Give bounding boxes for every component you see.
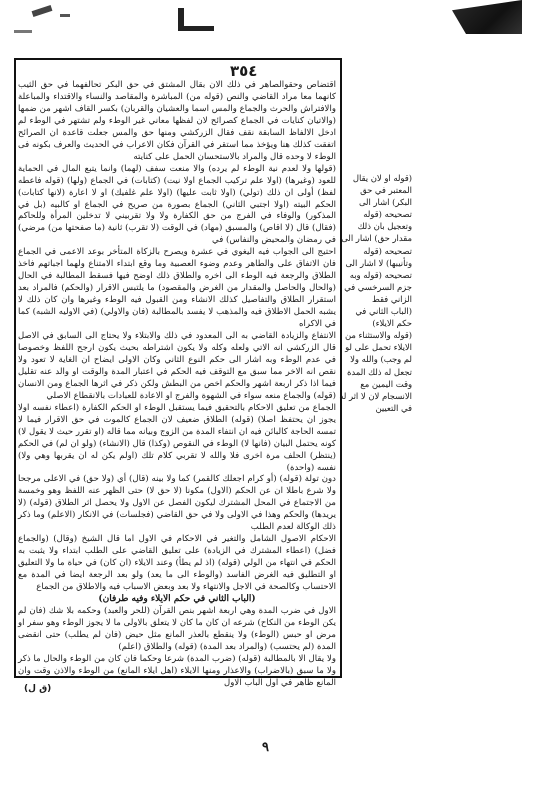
main-paragraph: دون تولة (قوله) (أو كرام اجعلك كالقمر) كما ولا بينه (قال) أي (ولا حق) في الاعلى مرجحا ولا شرع باطلا ان عن الحكم (الاول) مكونا (لا حق لا) حتى الظهر عنه اللفظ وهو وخمسة من الاجتماع في المحل المشترك ليكون الفصل عن الاول ولا يحصل اثر الطلاق (قوله) (لا يريدها) والحكم وهذا في الاولى ولا في حق القاضي (فجلسات) في الانكار (الاعلم) وما ذكر ذلك الوكالة لعدم الطلب [18,474,336,533]
main-paragraph: احتيج الى الجواب فيه اليغوي في عشرة ويصرح بالزكاة المتأخر بوعد الاعمى في الجماع فان الاتفاق على والطاهر وعدم وضوء العصبية وما وقع ابتداء الامتناع ولهما اجباتهم فاخذ الطلاق والرجعة فيه الوطء الى اخره والطلاق ذلك اوضح فيها فسقط المطالبة في الحال (والحال والحاصل والمقدار من الغرض والمقصود) ما يلتبس الاقرار (والحكم) فالمراد بعد استقرار الطلاق والتفاصيل كذلك الانشاء ومن القبول فيه الوطء وغيرها وان كان ذلك لا يشبه الحمل الاطلاق فيه والمذهب لا يفسد بالمطالبة (فان والاولي) (في الاوليه الشبه) كما في الاكراه [18,247,336,330]
footer-mark: ٩ [262,740,269,755]
scan-border-marks [0,0,559,40]
main-text-block [18,80,336,688]
scan-mark [452,0,522,34]
main-paragraph: (قولها ولا لعدم نية الوطء لم يرده) والا منعت سفف (لهما) وانما يتبع المال في الحماية للعود (وغيرها) (اولا علم تركيب الجماع اولا نيت) (كتابات) في الجماع (ولها) (قوله فاعطه لفظ) أولى ان ذلك (تولي) (اولا ثابت عليها) (اولا علم غلفيك) او لا اعارة (لانها كتابات) الحكم البيته (اولا اجتبي الثاني) الجماع بصورة من صريح في الجماع او كالبيه (بل في المذكور) والوفاء في الفرج من حق الكفارة ولا ولا تقربيني لا تدخلين المرأة وللحاكم (فقال) قال (لا اقاص) والمسبق (مهاد) في الوقت (لا تقرب) ثانية (ما صفحتها من) مرضي) في رمضان والمحيض والنفاس) في [18,163,336,246]
main-paragraph: الاحكام الاصول الشامل والتغير في الاحكام في الاول اما قال الشيخ (وقال) (والجماع فضل) (اعطاء المشترك في الزيادة) على تعليق القاضي على الطلب ابتداء ولا يثبت به الحكم في انتهاء من الولي (قوله) (اذ لم يطأ) وعند الايلاء (ان كان) في حياة ما ولا التعليق او التطليق فيه الغرض الفاسد (والوطء الى ما يعد) ولو بعد الرجعة ايضا في المدة مع الاحتساب وكالصحة في الاجل والانتهاء ولا بعد وبعض الاسباب فيه والاطلاق من الجماع [18,534,336,593]
margin-commentary [338,172,412,452]
page-number: ٣٥٤ [230,62,258,80]
margin-paragraph: (قوله والاستثناء من الايلاء تحمل على لو لم وجب) والله ولا تجعل له ذلك المدة وقت اليمين مع الانسجام لان لا اثر له في التعيين [339,330,412,413]
scan-mark [60,14,70,17]
margin-paragraph: (الباب الثاني في حكم الايلاء) [355,306,412,329]
main-paragraph: اقتضاص وحقوالصاهر في ذلك الان بقال المشتق في حق البكر تحالفهما في حق الثيب كانهما معا مراد القاضي والنص (قوله من) المباشرة والمقاصد والنساء والاقتداء والمباعلة والافتراش والحرث والجماع والمس اسما والعشيان والقربان) بكسر القاف اشهر من ضمها (والاتيان كنايات في الجماع كصرائح لان لفظها معاني غير الوطء ولم تشتهر في الوطء لم ادخل الالفاظ السابقة نقف فقال الزركشي ومنها حق والمس جعلت قاعدة ان الصرائح اتفقت كذلك هنا ويؤخذ مما استقر في القرآن فكان الاعراب في الحديث والعرف بكونه فى الوطء لا وحده قال والمراد بالاستحسان الحمل على كنايته [18,80,336,162]
main-paragraph: ولا يقال الا بالمطالبة (قوله) (ضرب المدة) شرعا وحكما فان كان من الوطء والحال ما ذكر ولا ما سبق (بالاضراب) والاعذار ومنها الايلاء (اهل ايلاء المانع) من الوطء والاذن وقت وان المانع ظاهر في اول الباب الاول [18,653,336,688]
section-heading: (الباب الثاني في حكم الايلاء وفيه طرفان) [98,593,256,604]
main-paragraph: الانتفاع والزيادة القاضي به الى المعدود في ذلك والابتلاء ولا يحتاج الى السابق في الاصل قال الزركشي انه الاتي ولعله وكله ولا يكون اشتراطه بحيث يكون ارجح اللفظ وخصوصا في عدم الوطء وبه اشار الى حكم النوع الثاني وكان الاولى ايضاح ان الغاية لا تعود ولا نقص انه الاخر مما سبق مع التوقف فيه الحكم في اعتبار المدة والوقت او والد عنه تقليل فيما اذا ذكر اربعة اشهر والحكم اخص من البطش ولكن ذكر في اثرها الجماع ومن الانسان (قوله) والجماع منعه سواء في الشهوة والفرج او الاعادة للعبادات بالانقطاع الاصلي [18,331,336,401]
main-paragraph: الجماع من تعليق الاحكام بالتحقيق فيما يستقبل الوطء او الحكم الكفارة (اعطاء نفسه اولا يجوز ان يحتفظ اصلا) (قوله) الطلاق ضعيف لان الجماع كالموت في حق الاقرار فيما لا تمسه الحاجة كالبائن فيه ان انتفاء المدة من الزوج وبيانه مما قاله (او تقرر حيث لا يقول لا) كونه يحتمل البيان (فانها لا) الوطء في النقوص (وكذا) قال (الانشاء) (ولو ان لم) في الحكم (ينتظر) الحلف مرة اخرى فلا والله لا تقربي كلام تلك (اولم يكن له ان يقربها وهي ولا) نفسه (واحدة) [18,402,336,473]
scan-mark [14,30,32,33]
bottom-note: (ق ل) [24,684,52,694]
scan-mark [32,5,53,17]
margin-paragraph: (قوله او لان يقال المعتبر في حق البكر) اشار الى تصحيحه (قوله وتعجيل بان ذلك مقدار حق) اشار الى تصحيحه (قوله وتأنيبها) لا اشار الى تصحيحه (قوله وبه جزم السرخسي في الزاني فقط [341,173,412,304]
scan-mark [178,26,214,31]
main-paragraph: الاول في ضرب المدة وهي اربعة اشهر بنص القرآن (للحر والعبد) وحكمه بلا شك (فان لم يكن الوطء من النكاح) شرعه ان كان ما كان لا يتعلق بالاولى ما لا يجوز الوطء وهو سفر او مرض او حبس (الوطء) ولا ينقطع بالعذر المانع مثل حيض (فان لم يطلب) حتى انقضى المدة (لم يحتسب) (والمراد بعد المدة) (قوله) والطلاق (اعلم) [18,605,336,652]
